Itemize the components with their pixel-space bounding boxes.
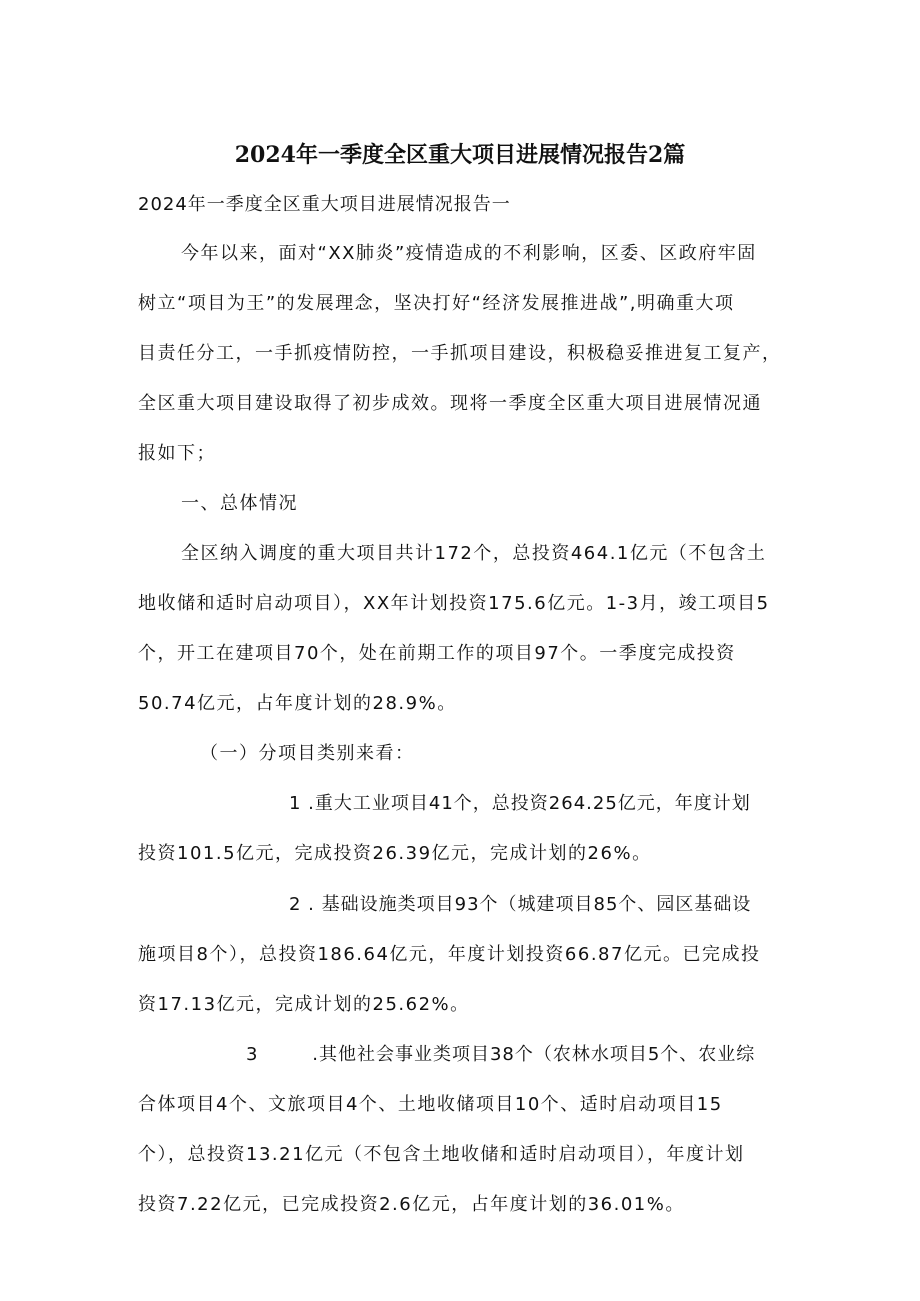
list-item-line: 合体项目4个、文旅项目4个、土地收储项目10个、适时启动项目15	[138, 1094, 723, 1115]
paragraph-line: 树立“项目为王”的发展理念，坚决打好“经济发展推进战”,明确重大项	[138, 293, 735, 314]
list-item-line: 2 . 基础设施类项目93个（城建项目85个、园区基础设	[289, 894, 752, 915]
document-title: 2024年一季度全区重大项目进展情况报告2篇	[234, 142, 686, 168]
paragraph-line: 目责任分工，一手抓疫情防控，一手抓项目建设，积极稳妥推进复工复产，	[138, 343, 782, 364]
list-item-line: 1 .重大工业项目41个，总投资264.25亿元，年度计划	[289, 793, 751, 814]
paragraph-line: 地收储和适时启动项目），XX年计划投资175.6亿元。1-3月，竣工项目5	[138, 593, 770, 614]
list-item-line: 3 .其他社会事业类项目38个（农林水项目5个、农业综	[246, 1044, 756, 1065]
paragraph-line: 今年以来，面对“XX肺炎”疫情造成的不利影响，区委、区政府牢固	[181, 243, 757, 264]
paragraph-line: 全区重大项目建设取得了初步成效。现将一季度全区重大项目进展情况通	[138, 393, 762, 414]
paragraph-line: 全区纳入调度的重大项目共计172个，总投资464.1亿元（不包含土	[181, 543, 767, 564]
list-item-line: 施项目8个），总投资186.64亿元，年度计划投资66.87亿元。已完成投	[138, 944, 761, 965]
list-item-line: 投资101.5亿元，完成投资26.39亿元，完成计划的26%。	[138, 843, 652, 864]
list-item-line: 资17.13亿元，完成计划的25.62%。	[138, 994, 470, 1015]
report-subtitle: 2024年一季度全区重大项目进展情况报告一	[138, 194, 511, 215]
list-item-line: 个），总投资13.21亿元（不包含土地收储和适时启动项目），年度计划	[138, 1144, 745, 1165]
paragraph-line: 个，开工在建项目70个，处在前期工作的项目97个。一季度完成投资	[138, 643, 736, 664]
paragraph-line: 报如下；	[138, 443, 216, 464]
subsection-heading: （一）分项目类别来看：	[200, 743, 415, 764]
section-heading: 一、总体情况	[181, 493, 298, 514]
list-item-line: 投资7.22亿元，已完成投资2.6亿元，占年度计划的36.01%。	[138, 1194, 685, 1215]
paragraph-line: 50.74亿元，占年度计划的28.9%。	[138, 693, 457, 714]
